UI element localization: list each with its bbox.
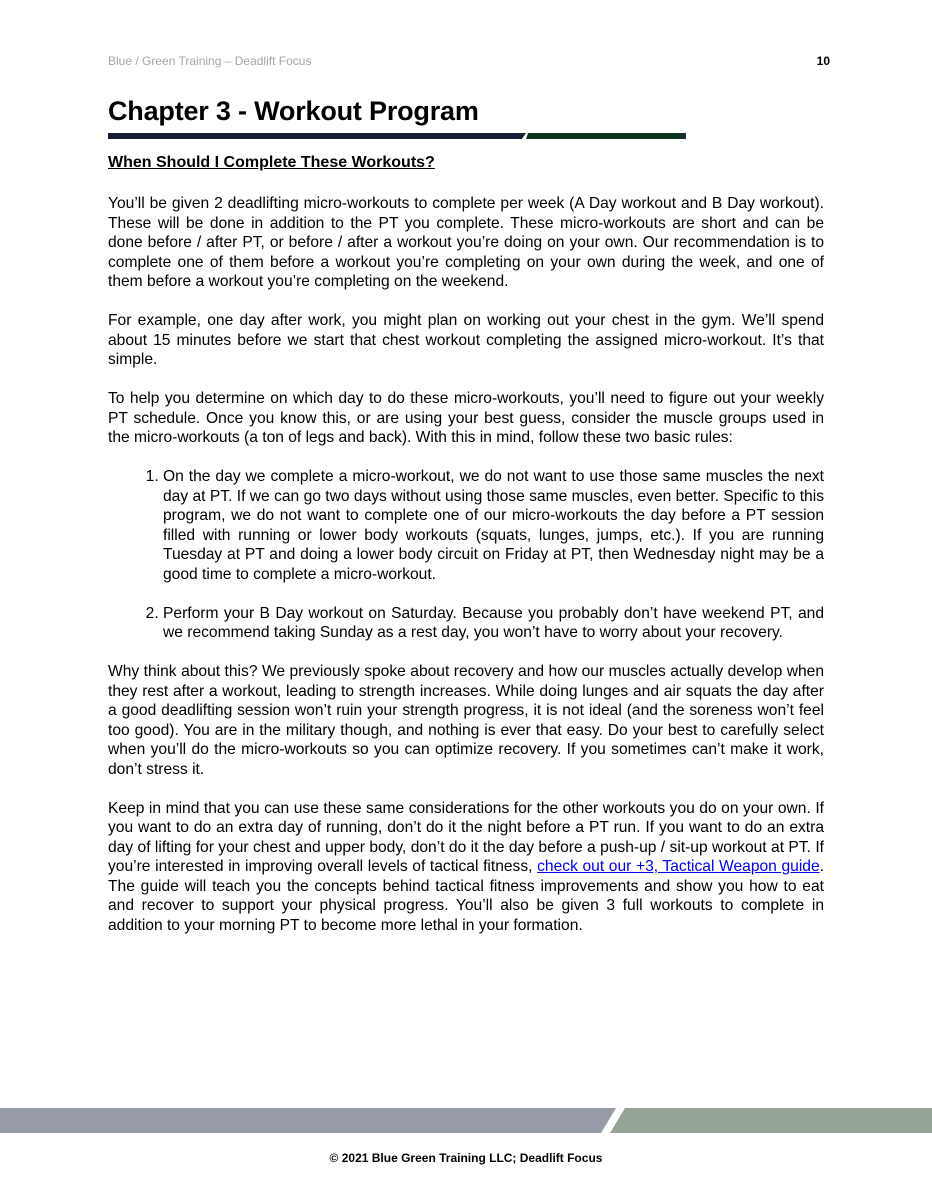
- page-number: 10: [816, 54, 830, 68]
- rule-item-1: 1. On the day we complete a micro-workout, we do not want to use those same muscles the next day at PT. If we can go two days without using those same muscles, even better. Specific to this program, we do not want to complete one of our micro-workouts the day before a PT session filled with running or lower body workouts (squats, lunges, jumps, etc.). If you are running Tuesday at PT and doing a lower body circuit on Friday at PT, then Wednesday night may be a good time to complete a micro-workout.: [163, 467, 824, 584]
- keep-in-mind-text-before-link: Keep in mind that you can use these same considerations for the other workouts you do on your own. If you want to do an extra day of running, don’t do it the night before a PT run. If you want to do an extra day of lifting for your chest and upper body, don’t do it the day before a push-up / sit-up workout at PT. If you’re interested in improving overall levels of tactical fitness,: [108, 799, 824, 875]
- footer-bar: [0, 1108, 932, 1133]
- footer-copyright: © 2021 Blue Green Training LLC; Deadlift Focus: [329, 1151, 603, 1165]
- tactical-weapon-guide-link[interactable]: check out our +3, Tactical Weapon guide: [537, 858, 820, 875]
- section-heading: When Should I Complete These Workouts?: [108, 154, 435, 171]
- body-text: [108, 194, 824, 955]
- running-header: Blue / Green Training – Deadlift Focus: [108, 54, 312, 68]
- footer-bar-green-segment: [610, 1108, 932, 1133]
- title-divider-green-segment: [526, 133, 686, 139]
- rules-list: [108, 467, 824, 643]
- keep-in-mind-text-after-link: . The guide will teach you the concepts behind tactical fitness improvements and show you how to eat and recover to support your physical progress. You’ll also be given 3 full workouts to complete in addition to your morning PT to become more lethal in your formation.: [108, 858, 824, 934]
- paragraph-keep-in-mind: [108, 799, 824, 936]
- paragraph-schedule: To help you determine on which day to do these micro-workouts, you’ll need to figure out your weekly PT schedule. Once you know this, or are using your best guess, consider the muscle groups used in the micro-workouts (a ton of legs and back). With this in mind, follow these two basic rules:: [108, 390, 824, 446]
- paragraph-intro: You’ll be given 2 deadlifting micro-workouts to complete per week (A Day workout and B Day workout). These will be done in addition to the PT you complete. These micro-workouts are short and can be done before / after PT, or before / after a workout you’re doing on your own. Our recommendation is to complete one of them before a workout you’re completing on your own during the week, and one of them before a workout you’re completing on the weekend.: [108, 195, 824, 290]
- paragraph-why: Why think about this? We previously spoke about recovery and how our muscles actually develop when they rest after a workout, leading to strength increases. While doing lunges and air squats the day after a good deadlifting session won’t ruin your strength progress, it is not ideal (and the soreness won’t feel too good). You are in the military though, and nothing is ever that easy. Do your best to carefully select when you’ll do the micro-workouts so you can optimize recovery. If you sometimes can’t make it work, don’t stress it.: [108, 663, 824, 778]
- title-divider: [108, 133, 686, 139]
- rule-item-2: 2. Perform your B Day workout on Saturday. Because you probably don’t have weekend PT, and we recommend taking Sunday as a rest day, you won’t have to worry about your recovery.: [163, 604, 824, 643]
- footer-bar-grey-segment: [0, 1108, 616, 1133]
- paragraph-example: For example, one day after work, you might plan on working out your chest in the gym. We’ll spend about 15 minutes before we start that chest workout completing the assigned micro-workout. It’s that simple.: [108, 312, 824, 368]
- title-divider-blue-segment: [108, 133, 526, 139]
- chapter-title: Chapter 3 - Workout Program: [108, 96, 479, 126]
